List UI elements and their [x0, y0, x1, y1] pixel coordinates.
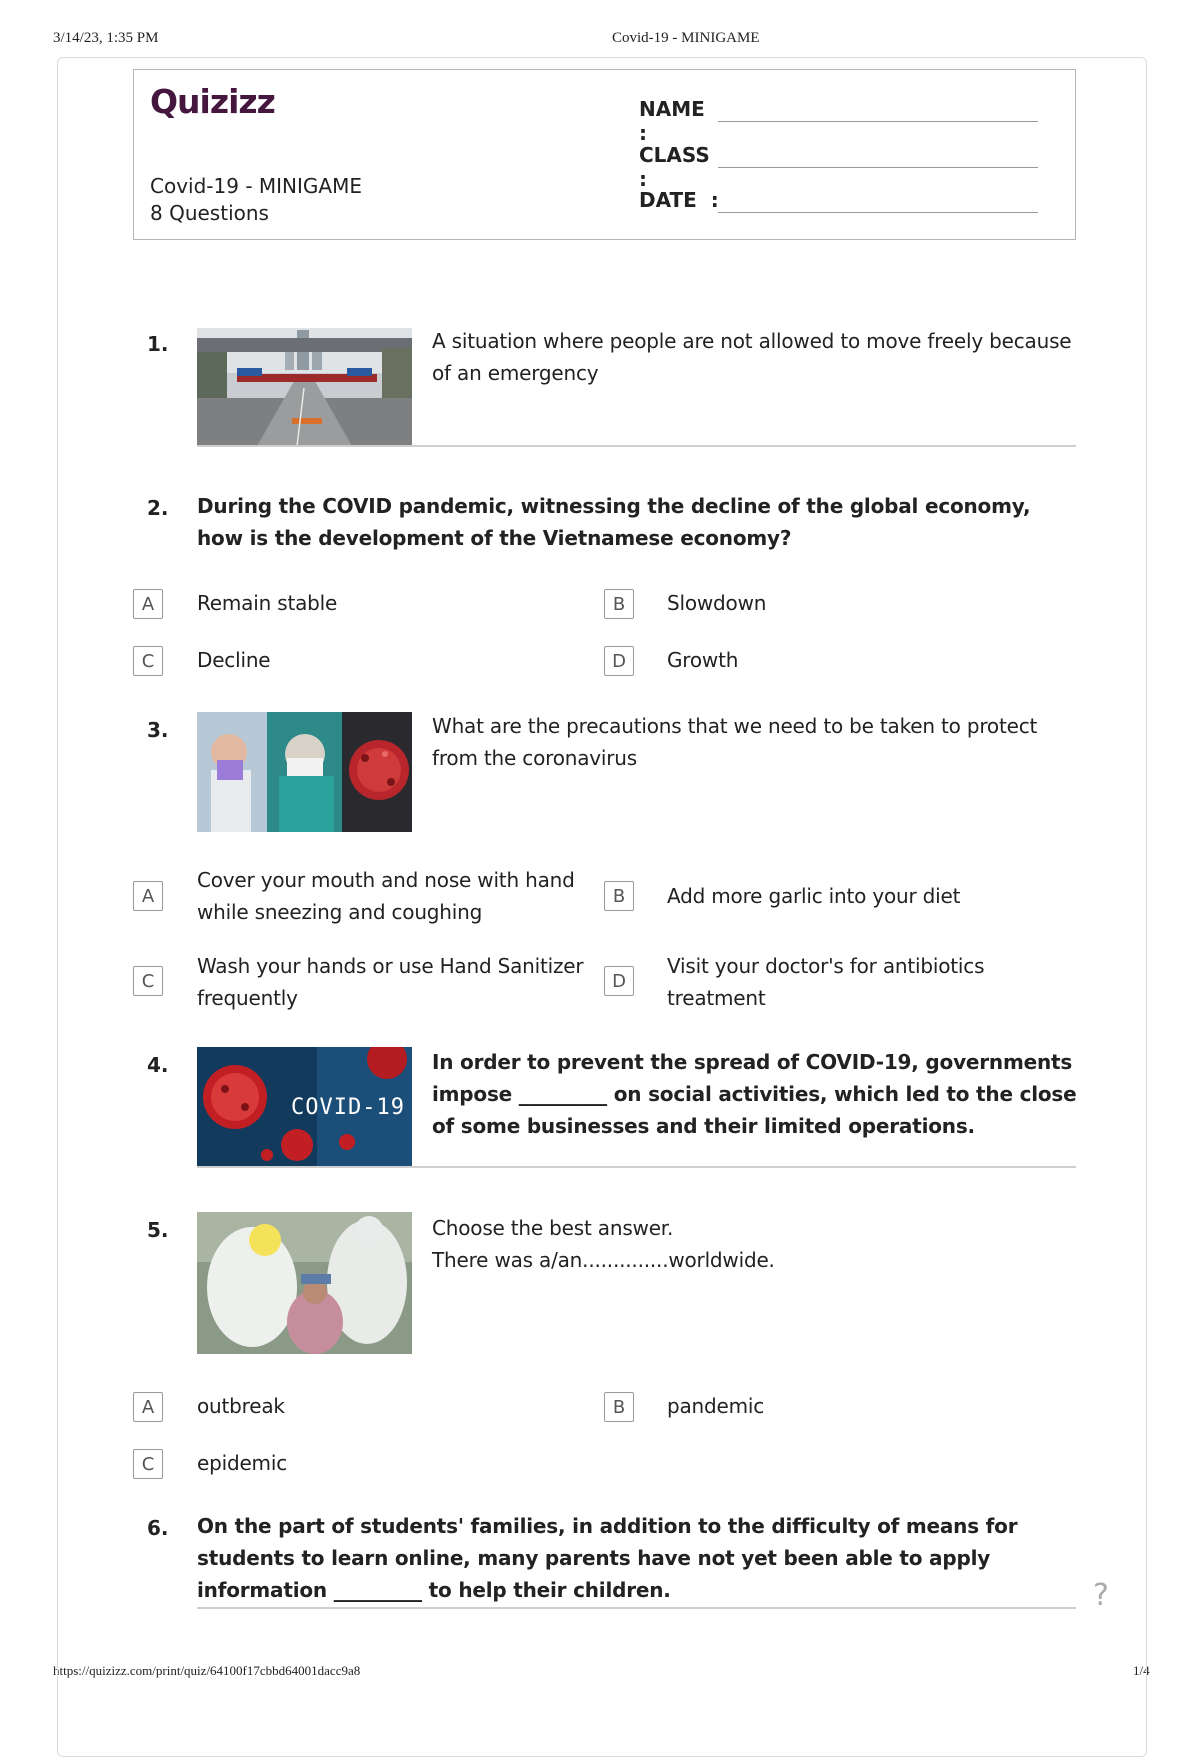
- print-datetime: 3/14/23, 1:35 PM: [53, 30, 159, 46]
- print-url[interactable]: https://quizizz.com/print/quiz/64100f17cbbd64001dacc9a8: [53, 1663, 361, 1678]
- q3-option-a-text: Cover your mouth and nose with hand while sneezing and coughing: [197, 868, 575, 924]
- q2-option-c-text: Decline: [197, 648, 271, 672]
- q3-option-b-letter[interactable]: B: [604, 881, 634, 911]
- q2-option-b-letter[interactable]: B: [604, 589, 634, 619]
- date-label: DATE :: [639, 188, 719, 212]
- question-1-text: A situation where people are not allowed to move freely because of an emergency: [432, 329, 1072, 385]
- covid-image-caption: COVID-19: [291, 1095, 405, 1120]
- question-5-number: 5.: [147, 1218, 169, 1242]
- q3-option-c-letter[interactable]: C: [133, 966, 163, 996]
- name-line: [718, 121, 1038, 122]
- quiz-title: Covid-19 - MINIGAME: [150, 174, 362, 198]
- q3-option-c-text: Wash your hands or use Hand Sanitizer frequently: [197, 954, 584, 1010]
- lockdown-street-image: [197, 328, 412, 446]
- q5-option-a-text: outbreak: [197, 1394, 285, 1418]
- q3-option-d-text: Visit your doctor's for antibiotics treatment: [667, 954, 985, 1010]
- print-page-number: 1/4: [1133, 1663, 1150, 1678]
- date-line: [718, 212, 1038, 213]
- question-3-number: 3.: [147, 718, 169, 742]
- class-label: CLASS :: [639, 143, 710, 191]
- q5-option-c-text: epidemic: [197, 1451, 287, 1475]
- q2-option-d-letter[interactable]: D: [604, 646, 634, 676]
- question-5-text-line2: There was a/an..............worldwide.: [432, 1248, 775, 1272]
- worksheet-header: [133, 69, 1076, 240]
- q2-option-a-text: Remain stable: [197, 591, 338, 615]
- question-6-text: On the part of students' families, in addition to the difficulty of means for students to learn online, many parents have not yet been able to apply information _________ to help their children.: [197, 1514, 1018, 1602]
- quizizz-logo: Quizizz: [150, 82, 275, 121]
- class-field[interactable]: [639, 143, 713, 191]
- precautions-image: [197, 712, 412, 832]
- q3-option-b-text: Add more garlic into your diet: [667, 884, 961, 908]
- q5-option-a-letter[interactable]: A: [133, 1392, 163, 1422]
- q5-option-b-letter[interactable]: B: [604, 1392, 634, 1422]
- q5-option-c-letter[interactable]: C: [133, 1449, 163, 1479]
- question-1-image: [197, 328, 412, 446]
- q3-option-a-letter[interactable]: A: [133, 881, 163, 911]
- question-2-text: During the COVID pandemic, witnessing the decline of the global economy, how is the development of the Vietnamese economy?: [197, 494, 1031, 550]
- question-3-image: [197, 712, 412, 832]
- q2-option-a-letter[interactable]: A: [133, 589, 163, 619]
- testing-workers-image: [197, 1212, 412, 1354]
- question-5-image: [197, 1212, 412, 1354]
- class-line: [718, 167, 1038, 168]
- question-4-divider: [197, 1166, 1076, 1168]
- question-4-image: [197, 1047, 412, 1167]
- question-4-text: In order to prevent the spread of COVID-19, governments impose _________ on social activities, which led to the close of some businesses and their limited operations.: [432, 1050, 1077, 1138]
- q2-option-c-letter[interactable]: C: [133, 646, 163, 676]
- q3-option-d-letter[interactable]: D: [604, 966, 634, 996]
- question-count: 8 Questions: [150, 201, 269, 225]
- question-2-number: 2.: [147, 496, 169, 520]
- name-label: NAME :: [639, 97, 705, 145]
- q2-option-d-text: Growth: [667, 648, 739, 672]
- q2-option-b-text: Slowdown: [667, 591, 767, 615]
- question-4-number: 4.: [147, 1053, 169, 1077]
- question-5-text-line1: Choose the best answer.: [432, 1216, 674, 1240]
- question-1-number: 1.: [147, 332, 169, 356]
- print-doc-title: Covid-19 - MINIGAME: [612, 30, 760, 46]
- question-6-number: 6.: [147, 1516, 169, 1540]
- help-icon[interactable]: ?: [1093, 1578, 1109, 1613]
- question-3-text: What are the precautions that we need to be taken to protect from the coronavirus: [432, 714, 1038, 770]
- question-6-divider: [197, 1607, 1076, 1609]
- question-1-divider: [197, 445, 1076, 447]
- q5-option-b-text: pandemic: [667, 1394, 765, 1418]
- name-field[interactable]: [639, 97, 713, 145]
- date-field[interactable]: [639, 188, 719, 212]
